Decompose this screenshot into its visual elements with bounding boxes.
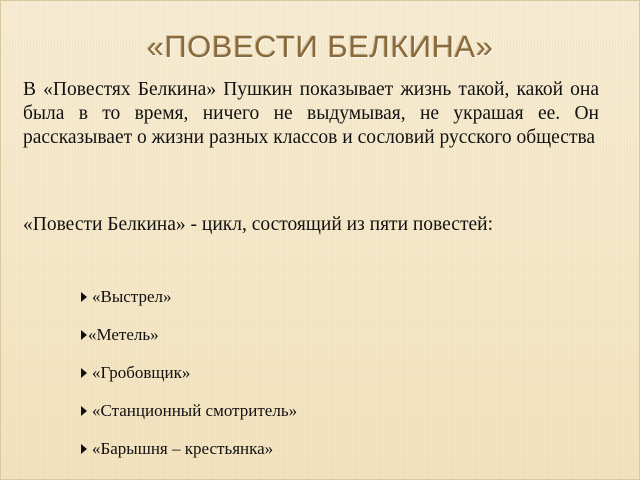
cycle-paragraph: «Повести Белкина» - цикл, состоящий из пяти повестей: (23, 214, 493, 235)
slide-title: «ПОВЕСТИ БЕЛКИНА» (146, 29, 494, 64)
story-title: «Выстрел» (92, 287, 172, 306)
list-item (81, 325, 297, 345)
stories-list (81, 287, 297, 477)
story-title: «Метель» (88, 325, 159, 344)
bullet-arrow-icon (81, 292, 87, 302)
story-title: «Станционный смотритель» (92, 401, 298, 420)
story-title: «Гробовщик» (92, 363, 191, 382)
bullet-arrow-icon (81, 406, 87, 416)
bullet-arrow-icon (81, 368, 87, 378)
bullet-arrow-icon (81, 444, 87, 454)
story-title: «Барышня – крестьянка» (92, 439, 274, 458)
list-item (81, 401, 297, 421)
list-item (81, 439, 297, 459)
list-item (81, 287, 297, 307)
list-item (81, 363, 297, 383)
bullet-arrow-icon (81, 330, 87, 340)
intro-paragraph: В «Повестях Белкина» Пушкин показывает жизнь такой, какой она была в то время, ничего не выдумывая, не украшая ее. Он рассказывает о жизни разных классов и сословий русского общества (23, 79, 599, 148)
